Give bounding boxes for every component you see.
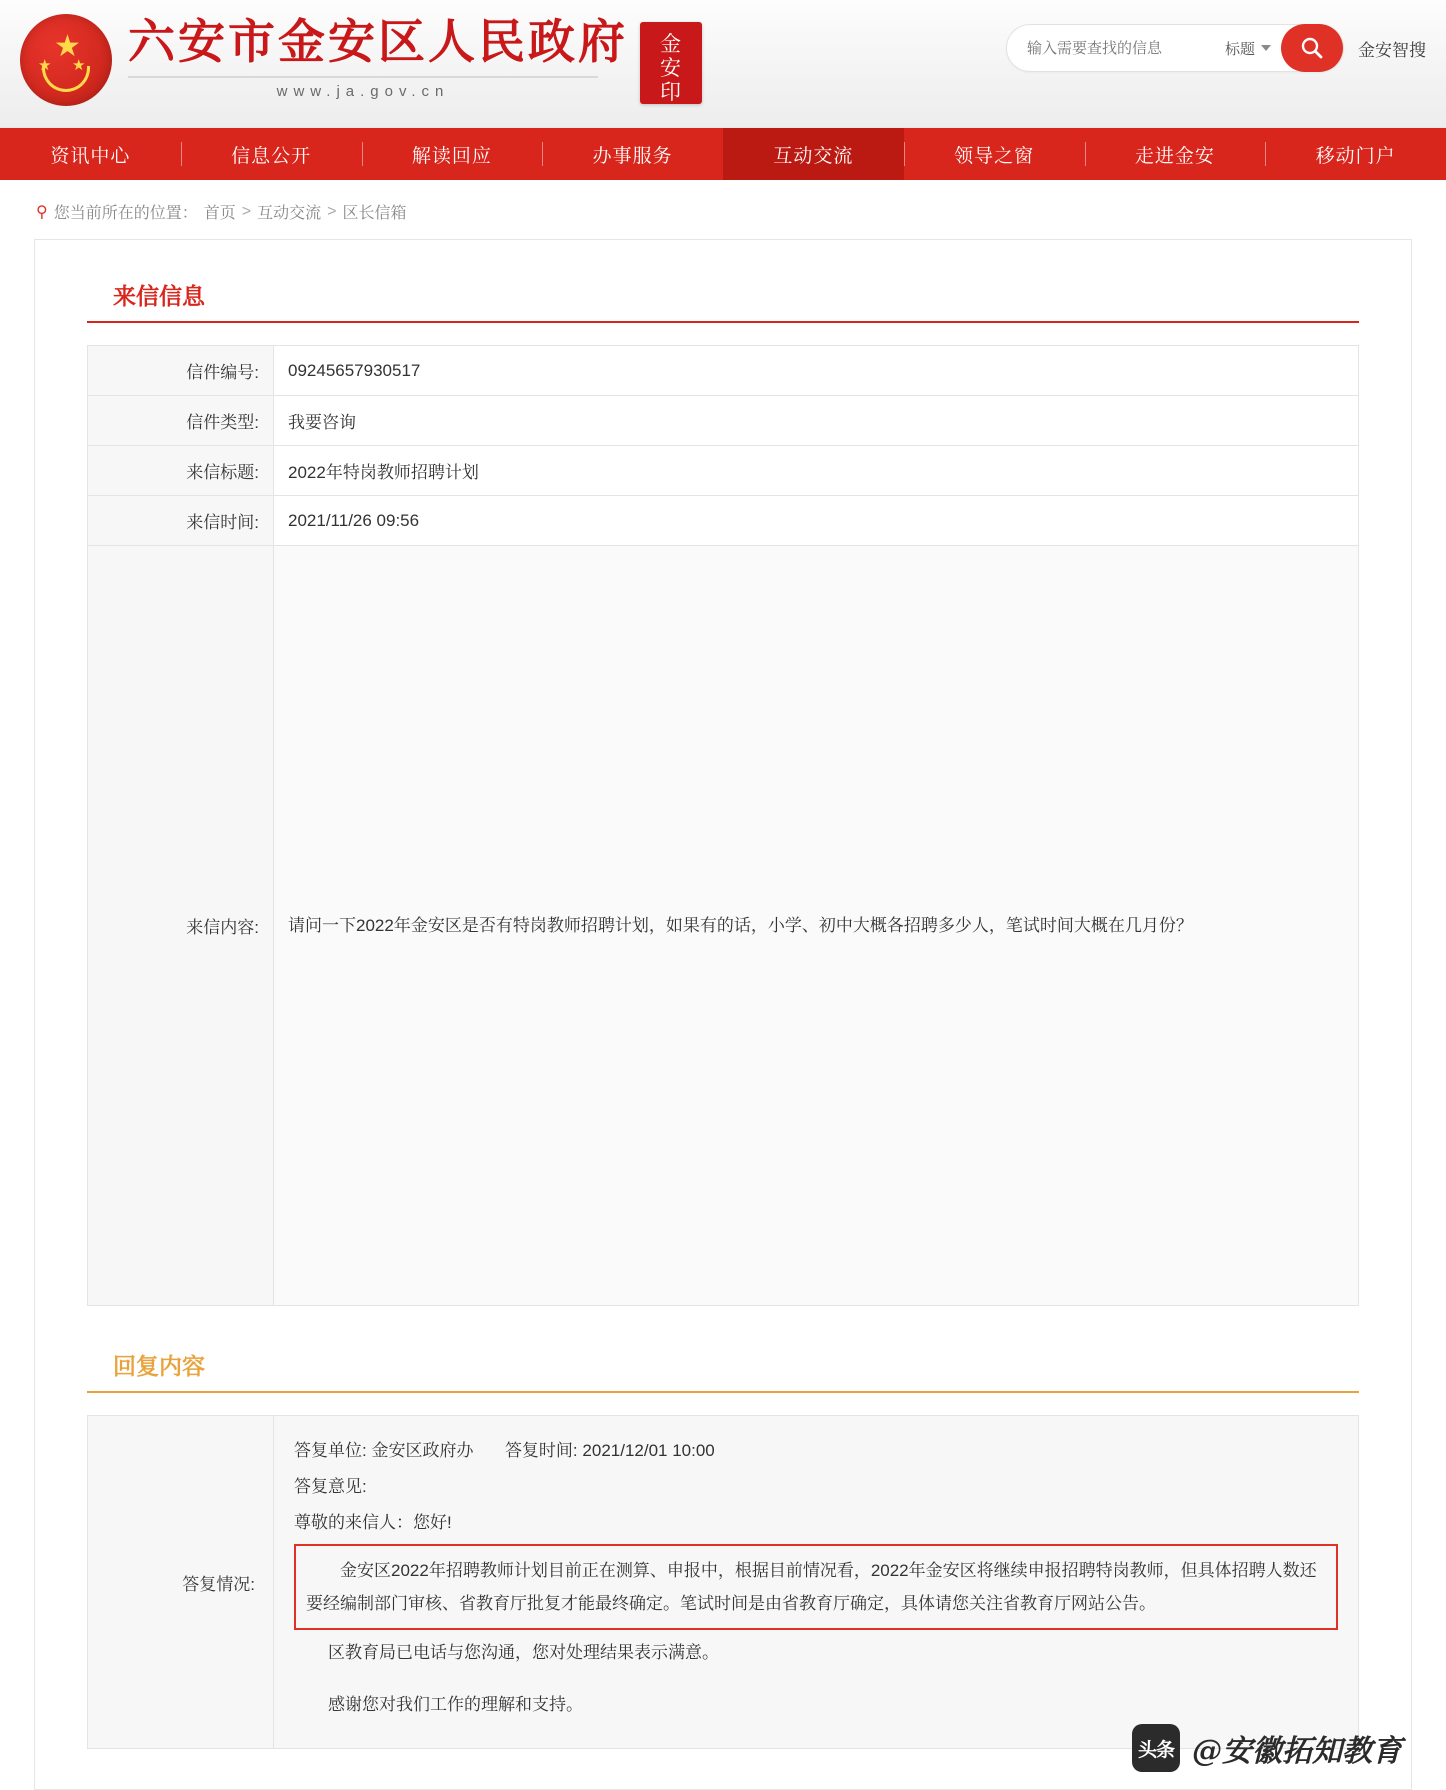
row-label-letter-content: 来信内容: (88, 546, 274, 1306)
reply-section-title: 回复内容 (113, 1353, 205, 1379)
row-value-letter-id: 09245657930517 (274, 346, 1359, 396)
nav-item-interaction[interactable]: 互动交流 (723, 128, 904, 180)
reply-unit-value: 金安区政府办 (371, 1441, 474, 1460)
row-label-reply-status: 答复情况: (88, 1416, 274, 1749)
chevron-down-icon (1261, 45, 1271, 51)
reply-thanks-text: 感谢您对我们工作的理解和支持。 (328, 1695, 583, 1715)
reply-followup-text: 区教育局已电话与您沟通，您对处理结果表示满意。 (328, 1643, 719, 1663)
nav-item-services[interactable]: 办事服务 (542, 128, 723, 180)
breadcrumb-item-interaction[interactable]: 互动交流 (257, 205, 322, 222)
row-label-letter-title: 来信标题: (88, 446, 274, 496)
site-name: 六安市金安区人民政府 (128, 15, 628, 70)
reply-section-header (87, 1348, 1359, 1393)
nav-item-leaders[interactable]: 领导之窗 (904, 128, 1085, 180)
location-pin-icon: ⚲ (36, 203, 48, 221)
site-title (128, 16, 628, 100)
reply-time-label: 答复时间: (504, 1441, 578, 1460)
breadcrumb-item-home[interactable]: 首页 (203, 205, 236, 222)
table-row (88, 446, 1359, 496)
breadcrumb-separator: > (241, 202, 252, 220)
breadcrumb-item-mailbox[interactable]: 区长信箱 (342, 205, 407, 222)
breadcrumb-separator: > (327, 202, 337, 220)
reply-time-value: 2021/12/01 10:00 (582, 1441, 715, 1460)
reply-meta-line (294, 1434, 1338, 1468)
reply-salutation: 尊敬的来信人：您好! (294, 1513, 452, 1532)
watermark-logo: 头条 (1132, 1724, 1180, 1772)
breadcrumb (0, 180, 1446, 239)
smart-search-link[interactable]: 金安智搜 (1358, 40, 1426, 60)
search-scope-select[interactable] (1221, 38, 1277, 59)
table-row (88, 346, 1359, 396)
table-row (88, 396, 1359, 446)
nav-item-mobile-portal[interactable]: 移动门户 (1265, 128, 1446, 180)
row-value-letter-title: 2022年特岗教师招聘计划 (274, 446, 1359, 496)
reply-highlight-text: 金安区2022年招聘教师计划目前正在测算、申报中，根据目前情况看，2022年金安区将继续申报招聘特岗教师，但具体招聘人数还要经编制部门审核、省教育厅批复才能最终确定。笔试时间是由省教育厅确定，具体请您关注省教育厅网站公告。 (306, 1561, 1317, 1614)
letter-section-header (87, 278, 1359, 323)
search-box[interactable] (1006, 24, 1344, 72)
reply-opinion-label: 答复意见: (294, 1477, 367, 1496)
search-button[interactable] (1281, 24, 1343, 72)
content-panel (34, 239, 1412, 1790)
national-emblem-icon: ★ ★ ★ (14, 8, 118, 112)
main-nav (0, 128, 1446, 180)
row-label-letter-id: 信件编号: (88, 346, 274, 396)
nav-item-interpretation[interactable]: 解读回应 (362, 128, 543, 180)
seal-stamp: 金 安 印 (640, 22, 702, 104)
search-scope-label: 标题 (1224, 40, 1255, 58)
letter-content-text: 请问一下2022年金安区是否有特岗教师招聘计划，如果有的话，小学、初中大概各招聘多少人，笔试时间大概在几月份？ (288, 915, 1193, 935)
table-row (88, 546, 1359, 1306)
search-input[interactable] (1025, 39, 1221, 58)
row-value-letter-type: 我要咨询 (274, 396, 1359, 446)
letter-section-title: 来信信息 (113, 283, 205, 309)
reply-unit-label: 答复单位: (294, 1441, 367, 1460)
row-value-letter-content (274, 546, 1359, 1306)
watermark-text: @安徽拓知教育 (1192, 1734, 1402, 1770)
letter-info-table (87, 345, 1359, 1306)
breadcrumb-prefix: 您当前所在的位置： (53, 205, 198, 222)
reply-table (87, 1415, 1359, 1749)
search-icon (1299, 35, 1325, 61)
row-label-letter-type: 信件类型: (88, 396, 274, 446)
nav-item-info-disclosure[interactable]: 信息公开 (181, 128, 362, 180)
row-label-letter-time: 来信时间: (88, 496, 274, 546)
nav-item-news[interactable]: 资讯中心 (50, 145, 131, 167)
site-header (0, 0, 1446, 128)
reply-highlight-block (294, 1544, 1338, 1630)
site-url: www.ja.gov.cn (128, 76, 598, 100)
table-row (88, 496, 1359, 546)
table-row (88, 1416, 1359, 1749)
row-value-letter-time: 2021/11/26 09:56 (274, 496, 1359, 546)
header-search (1006, 24, 1426, 72)
nav-item-about-jinan[interactable]: 走进金安 (1085, 128, 1266, 180)
row-value-reply-body (274, 1416, 1359, 1749)
